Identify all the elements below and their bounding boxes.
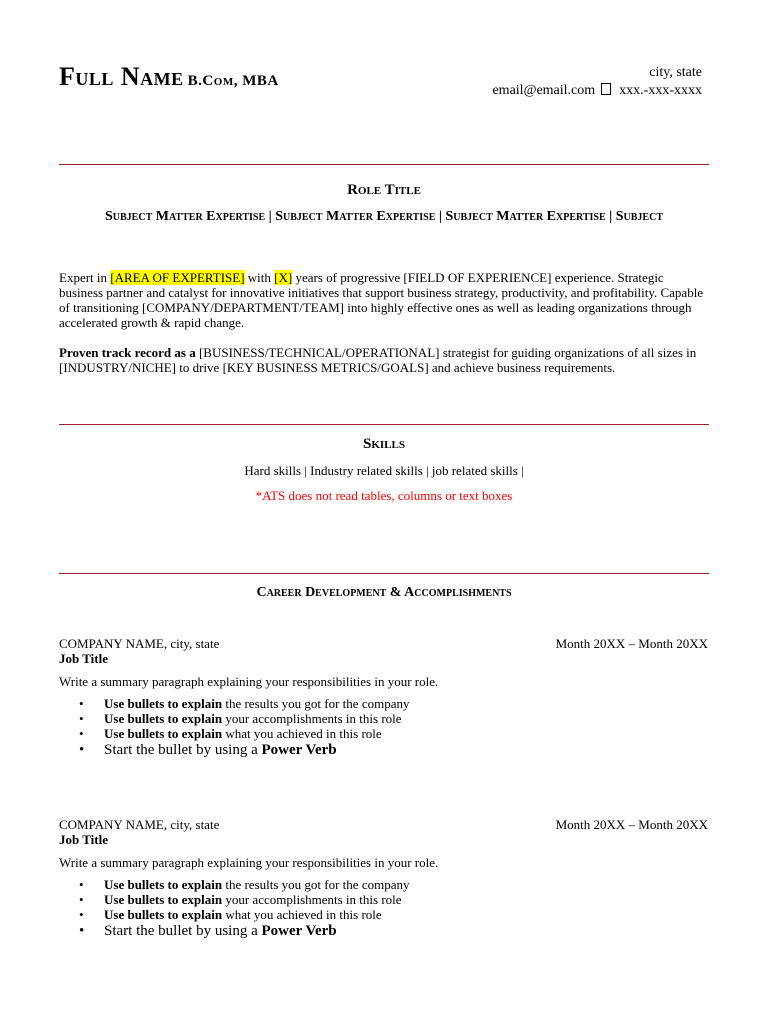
highlight-years: [X] (274, 270, 293, 285)
highlight-area-of-expertise: [AREA OF EXPERTISE] (110, 270, 245, 285)
power-verb: Power Verb (261, 923, 337, 939)
bullet-text: the results you got for the company (222, 696, 410, 711)
bullet-text: Start the bullet by using a (104, 742, 262, 758)
bullet-text: Start the bullet by using a (104, 923, 262, 939)
job-dates: Month 20XX – Month 20XX (555, 636, 708, 651)
job-title: Job Title (59, 651, 109, 666)
section-divider (59, 573, 709, 574)
credentials: B.Com, MBA (187, 73, 279, 89)
location: city, state (649, 65, 702, 80)
job-dates: Month 20XX – Month 20XX (555, 817, 708, 832)
intro-paragraph (59, 270, 709, 330)
role-title: Role Title (347, 182, 421, 198)
section-divider (59, 164, 709, 165)
bullet-lead: Use bullets to explain (104, 892, 223, 907)
bullet-text: your accomplishments in this role (222, 711, 402, 726)
bullet-text: what you achieved in this role (222, 907, 382, 922)
bullet-lead: Use bullets to explain (104, 907, 223, 922)
intro-text: Expert in (59, 270, 111, 285)
list-item (59, 892, 409, 907)
expertise-line: Subject Matter Expertise | Subject Matter Expertise | Subject Matter Expertise | Subject (105, 209, 663, 224)
phone-icon (601, 83, 611, 95)
list-item (59, 877, 409, 892)
full-name: Full Name (59, 62, 184, 91)
career-title: Career Development & Accomplishments (256, 585, 512, 600)
intro-text: with (244, 270, 275, 285)
bullet-text: what you achieved in this role (222, 726, 382, 741)
list-item (59, 696, 409, 711)
track-record-paragraph (59, 345, 709, 375)
intro-text: years of progressive [FIELD OF EXPERIENCE] experience. Strategic business partner and catalyst for innovative initiatives that support business strategy, productivity, and profitability. Capable of transitioning [COMPANY/DEPARTMENT/TEAM] into highly effective ones as well as leading organizations through accelerated growth & rapid change. (59, 270, 704, 330)
contact-block (492, 64, 702, 100)
track-record-lead: Proven track record as a (59, 345, 196, 360)
bullet-text: your accomplishments in this role (222, 892, 402, 907)
power-verb: Power Verb (261, 742, 337, 758)
bullet-text: the results you got for the company (222, 877, 410, 892)
bullet-lead: Use bullets to explain (104, 696, 223, 711)
list-item (59, 741, 409, 760)
section-divider (59, 424, 709, 425)
list-item (59, 726, 409, 741)
ats-note: *ATS does not read tables, columns or text boxes (255, 488, 513, 503)
email: email@email.com (492, 83, 596, 98)
list-item (59, 711, 409, 726)
company-name: COMPANY NAME, city, state (59, 636, 220, 651)
job-summary: Write a summary paragraph explaining your responsibilities in your role. (59, 674, 439, 689)
bullet-lead: Use bullets to explain (104, 877, 223, 892)
list-item (59, 907, 409, 922)
list-item (59, 922, 409, 941)
candidate-name (59, 62, 279, 92)
job-summary: Write a summary paragraph explaining your responsibilities in your role. (59, 855, 439, 870)
company-name: COMPANY NAME, city, state (59, 817, 220, 832)
skills-list: Hard skills | Industry related skills | job related skills | (244, 463, 524, 478)
bullet-lead: Use bullets to explain (104, 726, 223, 741)
job-bullets (59, 877, 409, 941)
bullet-lead: Use bullets to explain (104, 711, 223, 726)
job-title: Job Title (59, 832, 109, 847)
track-record-text: [BUSINESS/TECHNICAL/OPERATIONAL] strategist for guiding organizations of all sizes in [INDUSTRY/NICHE] to drive [KEY BUSINESS METRICS/GOALS] and achieve business requirements. (59, 345, 697, 375)
skills-title: Skills (363, 436, 405, 452)
job-bullets (59, 696, 409, 760)
phone: xxx.-xxx-xxxx (619, 83, 702, 98)
